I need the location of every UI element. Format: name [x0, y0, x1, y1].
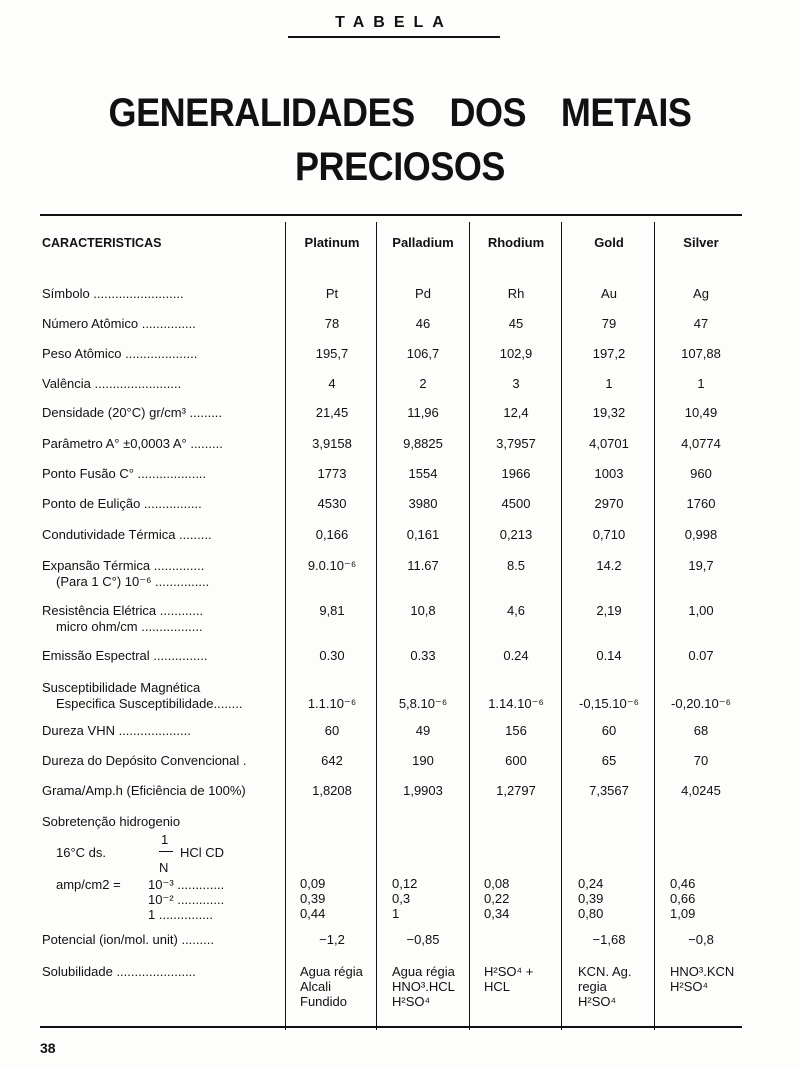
cell-gold [563, 346, 655, 361]
cell-value: 1,9903 [403, 783, 443, 798]
cell-value: 0,12 [392, 876, 418, 891]
density-2: 10⁻² ............. [148, 892, 225, 907]
cell-silver [656, 753, 746, 768]
title-line-2: PRECIOSOS [294, 145, 506, 189]
cell-gold [563, 527, 655, 542]
cell-value: KCN. Ag. [578, 964, 632, 979]
cell-platinum [287, 932, 377, 947]
cell-palladium [378, 932, 468, 947]
cell-value: 0.14 [596, 648, 622, 663]
cell-platinum [287, 527, 377, 542]
cell-value: Agua régia [392, 964, 455, 979]
cell-value: 46 [415, 316, 431, 331]
cell-platinum [287, 603, 377, 618]
cell-value: 0,39 [578, 891, 604, 906]
row-label [42, 932, 278, 948]
cell-rhodium [470, 783, 562, 798]
cell-palladium [378, 558, 468, 573]
cell-value: 45 [508, 316, 524, 331]
cell-value: 0,22 [484, 891, 510, 906]
page-title [94, 86, 706, 194]
cell-palladium [378, 346, 468, 361]
row-label-line: Densidade (20°C) gr/cm³ ......... [42, 405, 223, 420]
row-label-line: (Para 1 C°) 10⁻⁶ ............... [56, 574, 210, 589]
cell-value: 1554 [408, 466, 438, 481]
cell-silver [656, 558, 746, 573]
cell-value: 0.30 [319, 648, 345, 663]
cell-palladium [378, 376, 468, 391]
cell-platinum [287, 496, 377, 511]
cell-silver [656, 932, 746, 947]
cell-value: HNO³.KCN [670, 964, 735, 979]
cell-value: 14.2 [596, 558, 622, 573]
cell-value: Fundido [300, 994, 347, 1009]
cell-gold [563, 436, 655, 451]
cell-value: 0,3 [392, 891, 411, 906]
cell-value: 12,4 [503, 405, 529, 420]
header-rhodium: Rhodium [487, 235, 545, 250]
cell-value: 0,161 [406, 527, 440, 542]
cell-value: −1,2 [319, 932, 345, 947]
cell-platinum [287, 558, 377, 573]
cell-gold [563, 405, 655, 420]
cell-value: 1 [697, 376, 705, 391]
cell-value: 0,46 [670, 876, 696, 891]
row-label [42, 286, 278, 302]
cell-value: HCL [484, 979, 511, 994]
row-label-line: Grama/Amp.h (Eficiência de 100%) [42, 783, 246, 798]
fraction-bar [159, 851, 173, 852]
cell-value: 0,80 [578, 906, 604, 921]
cell-gold [563, 603, 655, 618]
row-label [42, 964, 278, 980]
cell-rhodium [470, 496, 562, 511]
cell-palladium [378, 496, 468, 511]
cell-platinum [287, 723, 377, 738]
cell-gold [563, 286, 655, 301]
cell-value: 0,66 [670, 891, 696, 906]
row-label [42, 496, 278, 512]
cell-value: 1,8208 [312, 783, 352, 798]
cell-palladium [378, 405, 468, 420]
cell-silver [656, 648, 746, 663]
cell-value: 106,7 [406, 346, 440, 361]
row-label-line: micro ohm/cm ................. [56, 619, 203, 634]
cell-value: Pt [325, 286, 339, 301]
cell-value: 0,998 [684, 527, 718, 542]
cell-value: 9,8825 [403, 436, 443, 451]
cell-palladium [378, 696, 468, 711]
cell-platinum [287, 376, 377, 391]
cell-value: 68 [693, 723, 709, 738]
row-label-line: Valência ........................ [42, 376, 182, 391]
cell-value: 3,7957 [496, 436, 536, 451]
cell-value: 3,9158 [312, 436, 352, 451]
cell-platinum [287, 405, 377, 420]
cell-silver [656, 527, 746, 542]
row-label-line: Expansão Térmica .............. [42, 558, 205, 573]
row-label-line: Dureza VHN .................... [42, 723, 191, 738]
cell-gold [563, 466, 655, 481]
cell-value: 0,213 [499, 527, 533, 542]
cell-gold [563, 496, 655, 511]
cell-value: 0,34 [484, 906, 510, 921]
row-label-line: Susceptibilidade Magnética [42, 680, 201, 695]
cell-value: 3 [512, 376, 520, 391]
cell-value: −1,68 [592, 932, 626, 947]
row-label-line: Resistência Elétrica ............ [42, 603, 204, 618]
cell-value: 10,49 [684, 405, 718, 420]
row-label [42, 648, 278, 664]
cell-platinum [287, 316, 377, 331]
row-label [42, 316, 278, 332]
row-label [42, 723, 278, 739]
cell-value: 0,09 [300, 876, 326, 891]
column-divider [285, 222, 286, 1030]
cell-value: 11.67 [407, 558, 439, 573]
cell-value: 4,0245 [681, 783, 721, 798]
cell-silver [670, 964, 760, 994]
amp-prefix: amp/cm2 = [56, 877, 121, 892]
cell-palladium [378, 286, 468, 301]
cell-value: 1 [605, 376, 613, 391]
sobretencao-cell-silver [670, 876, 760, 921]
header-palladium: Palladium [392, 235, 454, 250]
cell-value: 0.24 [503, 648, 529, 663]
cell-rhodium [470, 286, 562, 301]
cell-value: H²SO⁴ [578, 994, 617, 1009]
cell-value: 1,00 [688, 603, 714, 618]
cell-silver [656, 723, 746, 738]
row-label [42, 436, 278, 452]
fraction-numerator: 1 [161, 832, 169, 847]
row-label [42, 603, 278, 635]
cell-silver [656, 346, 746, 361]
cell-gold [578, 964, 670, 1009]
cell-value: Rh [507, 286, 525, 301]
cell-value: 4,0774 [681, 436, 721, 451]
cell-value: 4,6 [506, 603, 526, 618]
sobretencao-title: Sobretenção hidrogenio [42, 814, 181, 829]
cell-value: -0,15.10⁻⁶ [579, 696, 639, 711]
header-silver: Silver [683, 235, 719, 250]
cell-silver [656, 286, 746, 301]
page-number: 38 [40, 1040, 56, 1056]
row-label-line: Ponto de Eulição ................ [42, 496, 202, 511]
cell-value: 190 [412, 753, 434, 768]
cell-rhodium [470, 346, 562, 361]
cell-value: Pd [415, 286, 431, 301]
cell-value: 0,39 [300, 891, 326, 906]
cell-rhodium [470, 603, 562, 618]
cell-value: 0.07 [688, 648, 714, 663]
cell-value: -0,20.10⁻⁶ [671, 696, 731, 711]
cell-silver [656, 376, 746, 391]
row-label-line: Potencial (ion/mol. unit) ......... [42, 932, 214, 947]
cell-value: regia [578, 979, 607, 994]
cell-value: H²SO⁴ [392, 994, 431, 1009]
cell-gold [563, 783, 655, 798]
row-label [42, 527, 278, 543]
cell-value: 0,710 [592, 527, 626, 542]
row-label [42, 753, 278, 769]
cell-platinum [287, 783, 377, 798]
cell-rhodium [470, 753, 562, 768]
cell-value: 1.1.10⁻⁶ [307, 696, 357, 711]
sobretencao-cell-platinum [300, 876, 390, 921]
row-label-line: Símbolo ......................... [42, 286, 184, 301]
title-line-1: GENERALIDADES DOS METAIS [108, 91, 692, 135]
cell-value: 1003 [594, 466, 624, 481]
cell-rhodium [470, 405, 562, 420]
cell-value: 1,09 [670, 906, 696, 921]
row-label-line: Parâmetro A° ±0,0003 A° ......... [42, 436, 223, 451]
cell-value: 9,81 [319, 603, 345, 618]
cell-gold [563, 376, 655, 391]
cell-value: 1.14.10⁻⁶ [488, 696, 544, 711]
cell-silver [656, 496, 746, 511]
cell-value: Ag [693, 286, 709, 301]
cell-palladium [378, 753, 468, 768]
cell-value: 102,9 [499, 346, 533, 361]
cell-value: 1 [392, 906, 400, 921]
cell-platinum [287, 648, 377, 663]
cell-value: 60 [601, 723, 617, 738]
cell-rhodium [470, 376, 562, 391]
cell-silver [656, 436, 746, 451]
cell-value: 65 [601, 753, 617, 768]
cell-value: 0.33 [410, 648, 436, 663]
cell-gold [563, 723, 655, 738]
fraction-denominator: N [159, 860, 169, 875]
cell-platinum [287, 346, 377, 361]
cell-rhodium [470, 558, 562, 573]
row-label [42, 466, 278, 482]
cell-value: −0,8 [688, 932, 714, 947]
sobretencao-cell-palladium [392, 876, 482, 921]
cell-value: H²SO⁴ + [484, 964, 534, 979]
cell-palladium [378, 723, 468, 738]
cell-value: Agua régia [300, 964, 363, 979]
cell-value: Au [601, 286, 617, 301]
cell-rhodium [470, 648, 562, 663]
cell-value: 19,32 [592, 405, 626, 420]
density-1: 10⁻³ ............. [148, 877, 225, 892]
cell-value: 1,2797 [496, 783, 536, 798]
cell-platinum [287, 286, 377, 301]
cell-palladium [378, 783, 468, 798]
cell-value: HNO³.HCL [392, 979, 455, 994]
cell-value: 2,19 [596, 603, 622, 618]
cell-rhodium [470, 696, 562, 711]
cell-value: 2970 [594, 496, 624, 511]
row-label [42, 558, 278, 590]
cell-value: 600 [505, 753, 527, 768]
cell-value: 960 [690, 466, 712, 481]
cell-silver [656, 405, 746, 420]
row-label [42, 405, 278, 421]
cell-silver [656, 603, 746, 618]
cell-platinum [287, 753, 377, 768]
row-label-line: Dureza do Depósito Convencional . [42, 753, 247, 768]
cell-value: 21,45 [315, 405, 349, 420]
header-characteristics: CARACTERISTICAS [42, 236, 162, 250]
density-3: 1 ............... [148, 907, 214, 922]
cell-value: 2 [419, 376, 427, 391]
cell-palladium [378, 466, 468, 481]
cell-value: 1760 [686, 496, 716, 511]
table-top-rule [40, 214, 742, 216]
cell-rhodium [470, 466, 562, 481]
cell-value: 79 [601, 316, 617, 331]
cell-silver [656, 316, 746, 331]
cell-rhodium [470, 723, 562, 738]
cell-value: 1773 [317, 466, 347, 481]
header-gold: Gold [594, 235, 624, 250]
cell-gold [563, 648, 655, 663]
cell-value: 195,7 [315, 346, 349, 361]
cell-value: H²SO⁴ [670, 979, 709, 994]
cell-value: 19,7 [688, 558, 714, 573]
row-label-line: Especifica Susceptibilidade........ [56, 696, 243, 711]
cell-value: 197,2 [592, 346, 626, 361]
cell-rhodium [470, 527, 562, 542]
sobretencao-prefix: 16°C ds. [56, 845, 107, 860]
cell-value: 4 [328, 376, 336, 391]
cell-rhodium [470, 316, 562, 331]
cell-value: 642 [321, 753, 343, 768]
cell-value: 70 [693, 753, 709, 768]
row-label [42, 376, 278, 392]
cell-value: 4530 [317, 496, 347, 511]
cell-gold [563, 558, 655, 573]
row-label [42, 680, 278, 712]
cell-value: 0,44 [300, 906, 326, 921]
cell-palladium [378, 648, 468, 663]
cell-silver [656, 696, 746, 711]
cell-palladium [378, 603, 468, 618]
cell-value: 0,24 [578, 876, 604, 891]
sobretencao-suffix: HCl CD [180, 845, 225, 860]
cell-palladium [392, 964, 482, 1009]
cell-value: 156 [505, 723, 527, 738]
cell-value: Alcali [300, 979, 332, 994]
cell-value: 8.5 [506, 558, 526, 573]
cell-platinum [287, 466, 377, 481]
table-bottom-rule [40, 1026, 742, 1028]
sobretencao-cell-gold [578, 876, 670, 921]
cell-value: 107,88 [681, 346, 721, 361]
cell-platinum [287, 696, 377, 711]
cell-value: 49 [415, 723, 431, 738]
cell-value: 7,3567 [589, 783, 629, 798]
row-label-line: Solubilidade ...................... [42, 964, 196, 979]
cell-value: 11,96 [407, 405, 439, 420]
cell-value: −0,85 [406, 932, 440, 947]
row-label-line: Número Atômico ............... [42, 316, 196, 331]
row-label-line: Emissão Espectral ............... [42, 648, 208, 663]
row-label [42, 346, 278, 362]
row-label-line: Peso Atômico .................... [42, 346, 198, 361]
cell-value: 9.0.10⁻⁶ [307, 558, 357, 573]
cell-gold [563, 932, 655, 947]
cell-silver [656, 783, 746, 798]
cell-value: 0,08 [484, 876, 510, 891]
cell-value: 1966 [501, 466, 531, 481]
cell-platinum [300, 964, 390, 1009]
cell-palladium [378, 316, 468, 331]
row-label-line: Ponto Fusão C° ................... [42, 466, 207, 481]
cell-value: 4500 [501, 496, 531, 511]
cell-value: 78 [324, 316, 340, 331]
cell-rhodium [484, 964, 576, 994]
cell-palladium [378, 527, 468, 542]
cell-gold [563, 753, 655, 768]
section-kicker: TABELA [288, 14, 500, 38]
cell-value: 5,8.10⁻⁶ [398, 696, 448, 711]
sobretencao-cell-rhodium [484, 876, 576, 921]
cell-palladium [378, 436, 468, 451]
cell-silver [656, 466, 746, 481]
cell-gold [563, 316, 655, 331]
cell-platinum [287, 436, 377, 451]
header-platinum: Platinum [304, 235, 360, 250]
cell-value: 4,0701 [589, 436, 629, 451]
row-label-line: Condutividade Térmica ......... [42, 527, 212, 542]
cell-value: 0,166 [315, 527, 349, 542]
cell-value: 3980 [408, 496, 438, 511]
cell-value: 10,8 [410, 603, 436, 618]
cell-gold [563, 696, 655, 711]
cell-value: 47 [693, 316, 709, 331]
row-label [42, 783, 278, 799]
cell-rhodium [470, 436, 562, 451]
cell-value: 60 [324, 723, 340, 738]
